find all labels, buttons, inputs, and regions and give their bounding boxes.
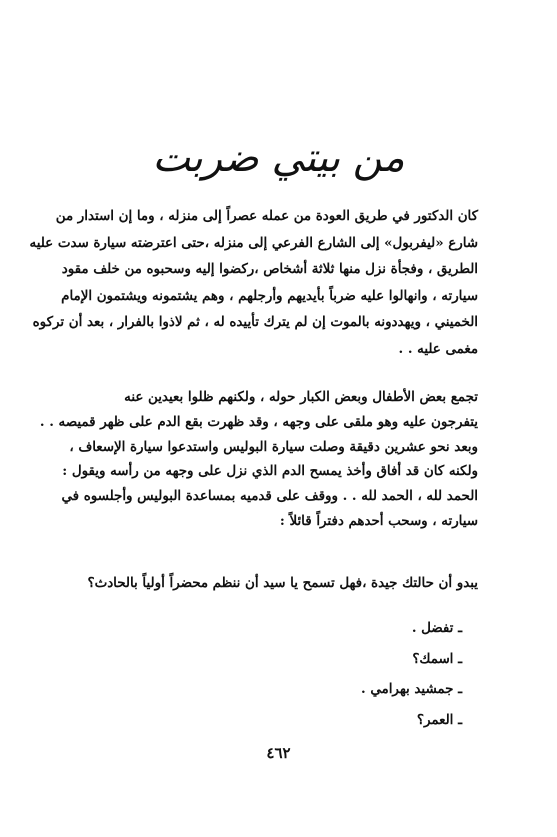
chapter-title: من بيتي ضربت [152,135,405,181]
text-line: سيارته ، وسحب أحدهم دفتراً قائلاً : [279,512,478,529]
text-line: تجمع بعض الأطفال وبعض الكبار حوله ، ولكنهم ظلوا بعيدين عنه [124,389,478,405]
text-line: شارع «ليفربول» إلى الشارع الفرعي إلى منزله ،حتى اعترضته سيارة سدت عليه [29,234,478,251]
police-question: يبدو أن حالتك جيدة ،فهل تسمح يا سيد أن ننظم محضراً أولياً بالحادث؟ [87,575,478,591]
text-line: كان الدكتور في طريق العودة من عمله عصراً إلى منزله ، وما إن استدار من [55,208,478,224]
dialog-line: ـ تفضل . [411,620,462,636]
dialog-line: ـ العمر؟ [416,711,462,728]
text-line: ولكنه كان قد أفاق وأخذ يمسح الدم الذي نزل على وجهه من رأسه ويقول : [62,463,478,480]
text-line: الطريق ، وفجأة نزل منها ثلاثة أشخاص ،ركضوا إليه وسحبوه من خلف مقود [61,261,478,277]
dialog-list [262,613,462,735]
text-line: الحمد لله ، الحمد لله . . ووقف على قدميه بمساعدة البوليس وأجلسوه في [61,488,478,505]
paragraph-2 [39,385,478,534]
text-line: وبعد نحو عشرين دقيقة وصلت سيارة البوليس واستدعوا سيارة الإسعاف ، [69,438,478,455]
text-line: يتفرجون عليه وهو ملقى على وجهه ، وقد ظهرت بقع الدم على ظهر قميصه . . [39,413,478,430]
text-line: مغمى عليه . . [398,340,478,357]
dialog-line: ـ جمشيد بهرامي . [361,681,462,697]
text-line: سيارته ، وانهالوا عليه ضرباً بأيديهم وأرجلهم ، وهم يشتمونه ويشتمون الإمام [61,287,478,304]
paragraph-1 [29,203,478,362]
dialog-line: ـ اسمك؟ [412,650,462,667]
text-line: الخميني ، ويهددونه بالموت إن لم يترك تأييده له ، ثم لاذوا بالفرار ، بعد أن تركوه [32,314,478,330]
page-number: ٤٦٢ [266,744,291,762]
